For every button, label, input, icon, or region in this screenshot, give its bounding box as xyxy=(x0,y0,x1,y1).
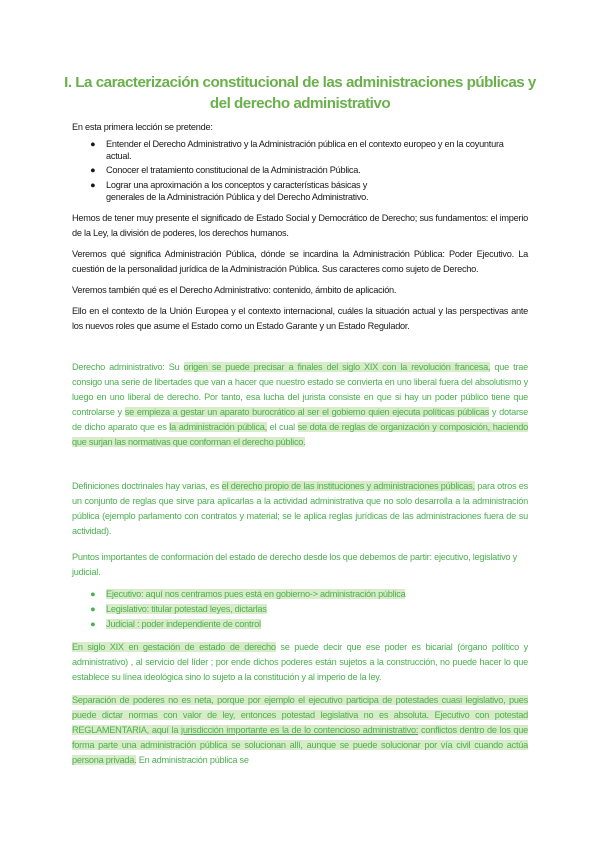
paragraph-definiciones: Definiciones doctrinales hay varias, es el derecho propio de las instituciones y administraciones públicas, para otros es un conjunto de reglas que sirve para aplicarlas a la actividad administrativa que no solo desarrolla a la administración pública (ejemplo parlamento con contratos y material; se le aplica reglas jurídicas de las administraciones fuera de su actividad). xyxy=(72,481,528,536)
paragraph-derecho-administrativo: Derecho administrativo: Su origen se puede precisar a finales del siglo XIX con la revolución francesa, que trae consigo una serie de libertades que van a hacer que nuestro estado se convierta en uno liberal fuera del absolutismo y luego en uno liberal de derecho. Por tanto, esa lucha del jurista consiste en que si hay un poder público tiene que controlarse y se empieza a gestar un aparato burocrático al ser el gobierno quien ejecuta políticas públicas y dotarse de dicho aparato que es la administración pública, el cual se dota de reglas de organización y composición, haciendo que surjan las normativas que conforman el derecho público. xyxy=(72,362,529,447)
paragraph: Hemos de tener muy presente el significado de Estado Social y Democrático de Derecho; sus fundamentos: el imperio de la Ley, la división de poderes, los derechos humanos. xyxy=(72,213,528,238)
paragraph-siglo-xix: En siglo XIX en gestación de estado de derecho se puede decir que ese poder es bicarial (órgano político y administrativo) , al servicio del líder ; por ende dichos poderes están sujetos a la construcción, no puede hacer lo que establece su línea ideológica sino lo sujeto a la constitución y al imperio de la ley. xyxy=(72,642,528,682)
powers-list xyxy=(90,587,530,632)
intro-text: En esta primera lección se pretende: xyxy=(72,122,213,132)
bullet-icon: ● xyxy=(90,179,96,190)
bullet-icon: ● xyxy=(90,165,96,176)
list-item: ● Lograr una aproximación a los conceptos y características básicas y generales de la Administración Pública y del Derecho Administrativo. xyxy=(90,179,369,202)
list-item: ● Entender el Derecho Administrativo y la Administración pública en el contexto europeo y en la coyuntura actual. xyxy=(90,139,504,162)
paragraph: Veremos también qué es el Derecho Administrativo: contenido, ámbito de aplicación. xyxy=(72,285,397,295)
paragraph: Veremos qué significa Administración Pública, dónde se incardina la Administración Pública: Poder Ejecutivo. La cuestión de la personalidad jurídica de la Administración Pública. Sus caracteres como sujeto de Derecho. xyxy=(72,249,528,274)
list-item: ● Conocer el tratamiento constitucional de la Administración Pública. xyxy=(90,165,361,176)
bullet-icon: ● xyxy=(90,604,96,614)
document-title: I. La caracterización constitucional de las administraciones públicas y del derecho administrativo xyxy=(64,74,536,112)
paragraph: Ello en el contexto de la Unión Europea y el contexto internacional, cuáles la situación actual y las perspectivas ante los nuevos roles que asume el Estado como un Estado Garante y un Estado Regulador. xyxy=(72,306,528,331)
objectives-list xyxy=(90,138,530,203)
list-item: ● Legislativo: titular potestad leyes, dictarlas xyxy=(90,602,530,617)
paragraph-puntos: Puntos importantes de conformación del estado de derecho desde los que debemos de partir: ejecutivo, legislativo y judicial. xyxy=(72,552,517,577)
list-item: ● Ejecutivo: aquí nos centramos pues está en gobierno-> administración pública xyxy=(90,587,530,602)
bullet-icon: ● xyxy=(90,619,96,629)
paragraph-separacion: Separación de poderes no es neta, porque por ejemplo el ejecutivo participa de potestades cuasi legislativo, pues puede dictar normas con valor de ley, entonces potestad legislativa no es absoluta. Ejecutivo con potestad REGLAMENTARIA, aquí la jurisdicción importante es la de lo contencioso administrativo: conflictos dentro de los que forma parte una administración pública se solucionan allí, aunque se puede solucionar por vía civil cuando actúa persona privada. En administración pública se xyxy=(72,695,528,765)
bullet-icon: ● xyxy=(90,589,96,599)
list-item: ● Judicial : poder independiente de control xyxy=(90,617,530,632)
bullet-icon: ● xyxy=(90,139,96,149)
